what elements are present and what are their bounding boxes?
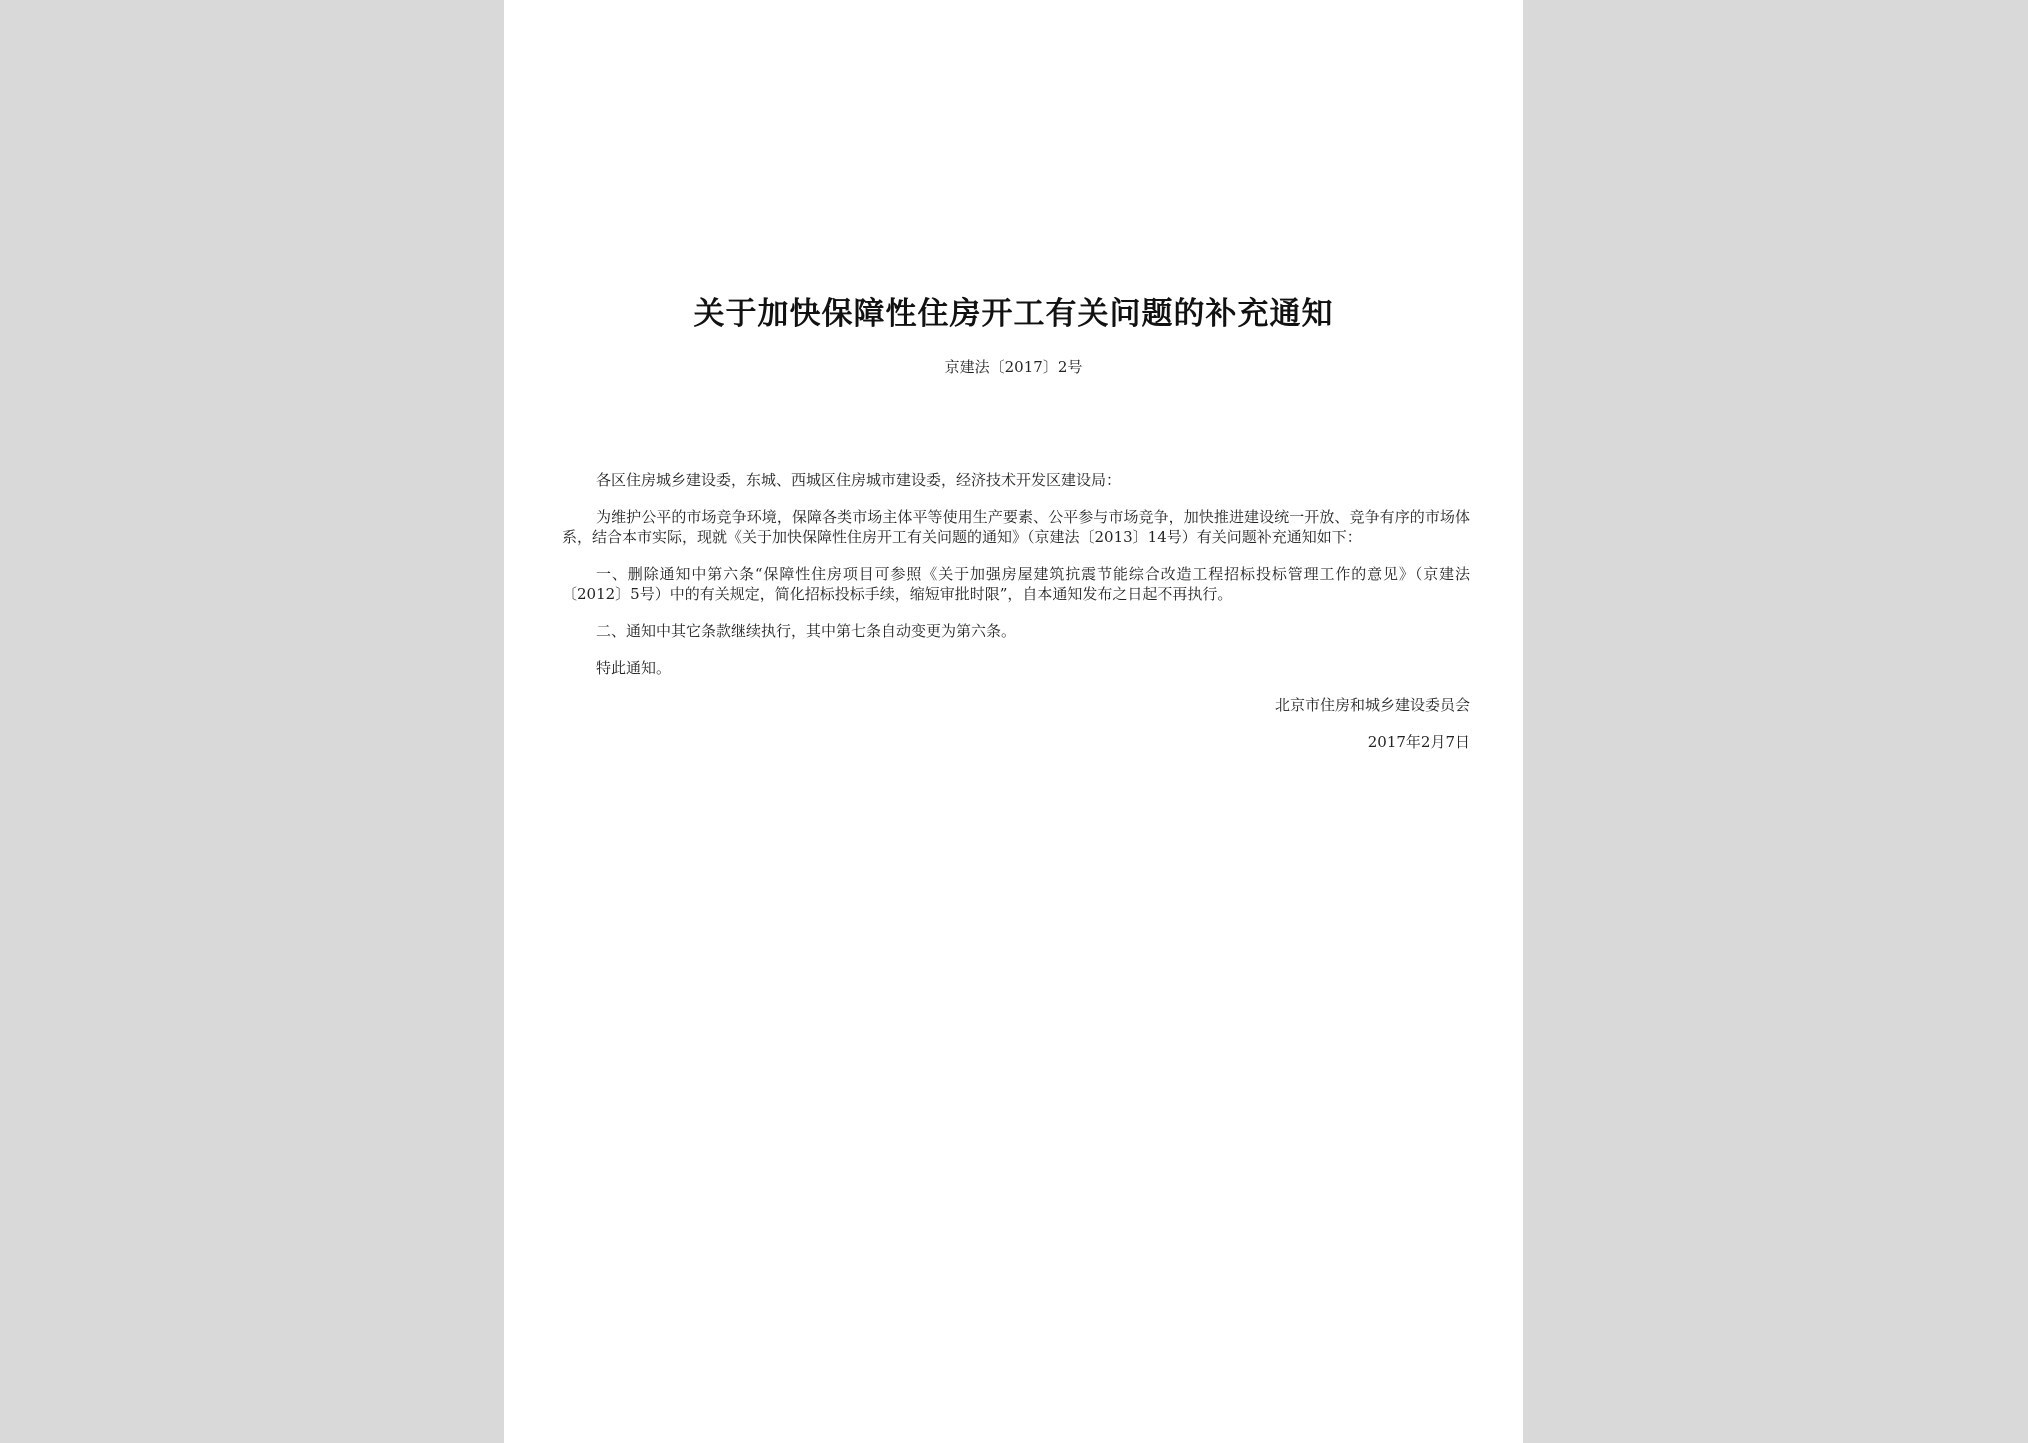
signature: 北京市住房和城乡建设委员会 [1274,696,1470,714]
paragraph-closing: 特此通知。 [596,659,672,677]
document-page [504,0,1523,1443]
document-date: 2017年2月7日 [1367,733,1470,751]
document-body [562,470,1470,752]
paragraph-intro: 为维护公平的市场竞争环境，保障各类市场主体平等使用生产要素、公平参与市场竞争，加快推进建设统一开放、竞争有序的市场体系，结合本市实际，现就《关于加快保障性住房开工有关问题的通知》（京建法〔2013〕14号）有关问题补充通知如下： [562,508,1470,546]
document-title: 关于加快保障性住房开工有关问题的补充通知 [693,296,1334,332]
paragraph-item-1: 一、删除通知中第六条“保障性住房项目可参照《关于加强房屋建筑抗震节能综合改造工程招标投标管理工作的意见》（京建法〔2012〕5号）中的有关规定，简化招标投标手续，缩短审批时限”，自本通知发布之日起不再执行。 [562,565,1470,603]
addressee: 各区住房城乡建设委，东城、西城区住房城市建设委，经济技术开发区建设局： [596,471,1122,489]
paragraph-item-2: 二、通知中其它条款继续执行，其中第七条自动变更为第六条。 [596,622,1017,640]
document-number: 京建法〔2017〕2号 [944,358,1083,376]
